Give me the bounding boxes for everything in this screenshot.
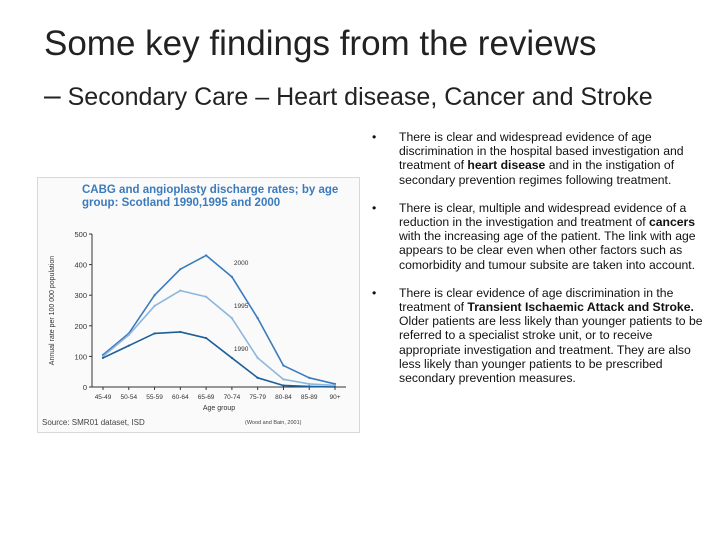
data-point [231,317,233,319]
x-tick-label: 85-89 [300,394,318,401]
data-point [128,334,130,336]
data-point [205,337,207,339]
finding-text: There is clear, multiple and widespread evidence of a reduction in the investigation and treatment of [399,200,687,230]
data-point [308,383,310,385]
figure-credit: (Wood and Bain, 2001) [245,420,302,426]
y-tick-label: 200 [74,321,87,331]
data-point [231,357,233,359]
data-point [257,317,259,319]
y-tick-label: 100 [74,352,87,362]
x-tick-label: 45-49 [94,394,112,401]
finding-keyword: cancers [649,215,696,230]
data-point [153,305,155,307]
finding-keyword: heart disease [467,158,546,173]
data-point [153,332,155,334]
data-point [334,386,336,388]
x-tick-label: 75-79 [249,394,266,401]
series-label: 1990 [233,345,249,353]
figure-source: Source: SMR01 dataset, ISD [42,418,145,427]
series-line-1995 [103,291,335,386]
y-tick-label: 0 [82,383,87,392]
line-chart [38,178,359,432]
data-point [257,357,259,359]
finding-text: with the increasing age of the patient. The link with age appears to be clear even when other factors such as comorbidity and tumour subsite are taken into account. [399,229,696,272]
x-tick-label: 60-64 [172,394,189,401]
finding-text: Older patients are less likely than younger patients to be referred to a specialist stroke unit, or to receive appropriate investigation and treatment. They are also less likely than younger patients to be prescribed secondary prevention measures. [399,314,703,386]
slide-subtitle [44,80,653,113]
data-point [282,384,284,386]
finding-item [372,201,708,272]
data-point [153,294,155,296]
data-point [179,331,181,333]
subtitle-dash: – [44,79,61,112]
finding-item [372,130,708,187]
series-label: 1995 [233,303,249,311]
bullet-marker: • [372,200,377,215]
data-point [179,290,181,292]
data-point [102,357,104,359]
series-line-1990 [103,332,335,387]
data-point [308,385,310,387]
series-label: 2000 [233,259,249,267]
chart-title: CABG and angioplasty discharge rates; by age group: Scotland 1990,1995 and 2000 [82,184,339,209]
x-tick-label: 65-69 [197,394,215,401]
findings-list [372,130,708,399]
finding-keyword: Transient Ischaemic Attack and Stroke. [467,300,694,315]
data-point [257,377,259,379]
x-tick-label: 90+ [329,394,341,401]
x-tick-label: 70-74 [223,394,241,401]
data-point [205,254,207,256]
y-tick-label: 300 [74,291,87,301]
chart-figure [37,177,360,433]
data-point [308,377,310,379]
data-point [205,296,207,298]
data-point [179,268,181,270]
x-tick-label: 55-59 [146,394,163,401]
y-axis-title: Annual rate per 100 000 population [49,255,56,366]
subtitle-text: Secondary Care – Heart disease, Cancer and Stroke [60,83,653,111]
x-tick-label: 80-84 [275,394,292,401]
x-axis-title: Age group [202,405,236,412]
data-point [282,378,284,380]
data-point [231,276,233,278]
series-line-2000 [103,255,335,384]
finding-text: There is clear and widespread evidence of age discrimination in the hospital based investigation and treatment of [399,130,684,173]
y-tick-label: 400 [74,260,87,270]
bullet-marker: • [372,285,377,300]
x-tick-label: 50-54 [120,394,138,401]
slide-title: Some key findings from the reviews [44,24,597,63]
data-point [282,364,284,366]
y-tick-label: 500 [74,230,87,239]
finding-text: and in the instigation of secondary prevention regimes following treatment. [399,158,675,187]
data-point [128,345,130,347]
finding-text: There is clear evidence of age discrimination in the treatment of [399,285,674,315]
finding-item [372,286,708,385]
bullet-marker: • [372,130,377,144]
